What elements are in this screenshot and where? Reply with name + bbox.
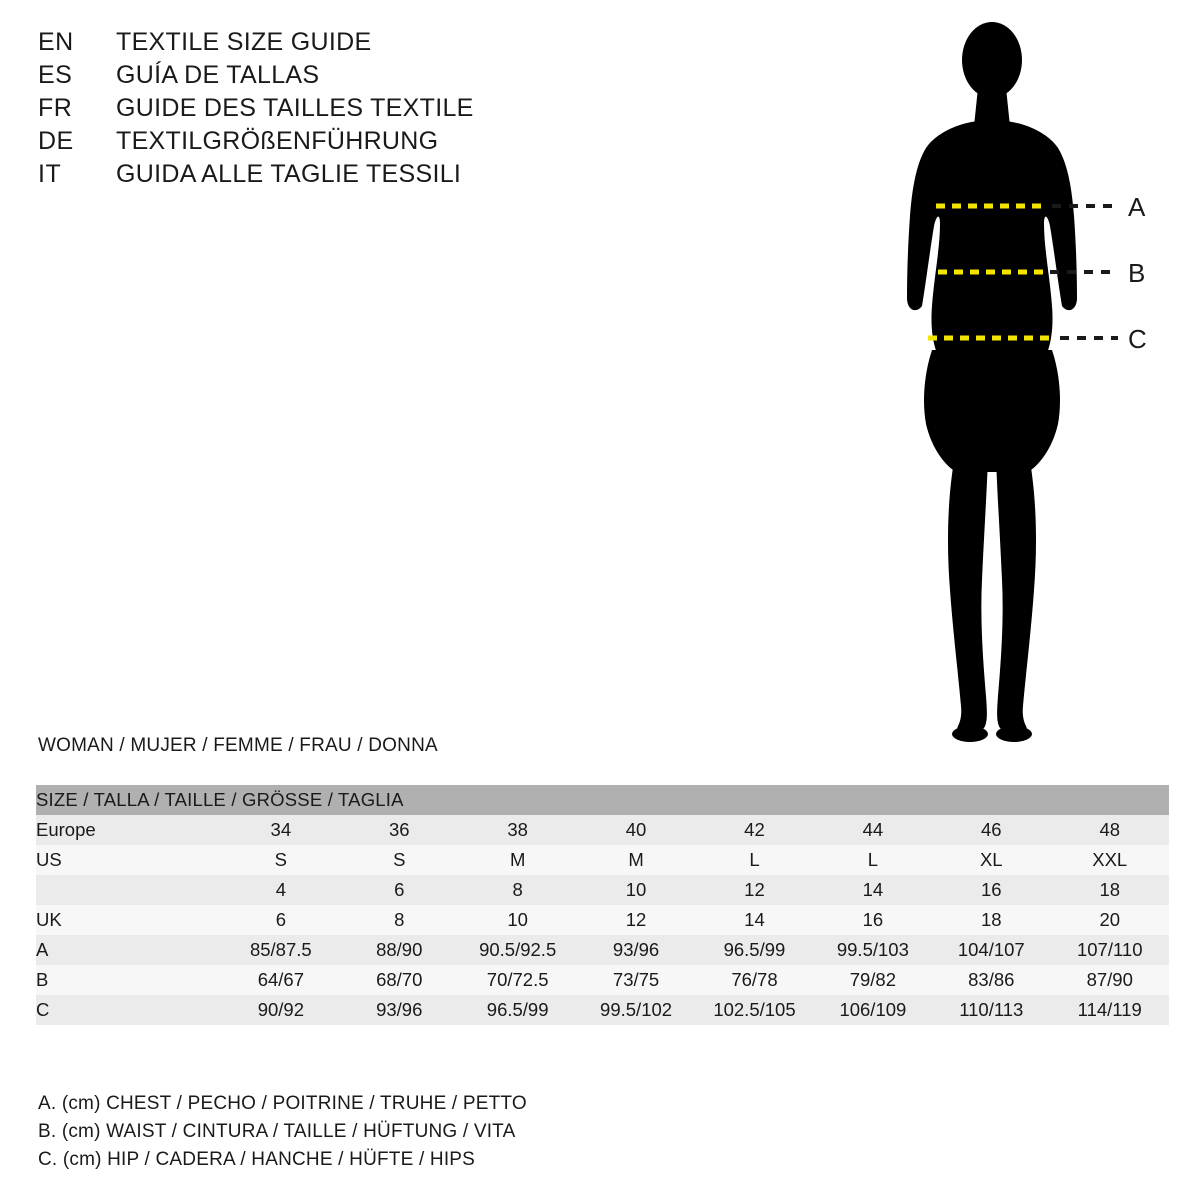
cell: 76/78 <box>695 965 813 995</box>
cell: 10 <box>458 905 576 935</box>
title-text-fr: GUIDE DES TAILLES TEXTILE <box>116 94 474 122</box>
cell: 8 <box>340 905 458 935</box>
cell: S <box>222 845 340 875</box>
cell: 106/109 <box>814 995 932 1025</box>
cell: 36 <box>340 815 458 845</box>
cell: 90.5/92.5 <box>458 935 576 965</box>
title-text-it: GUIDA ALLE TAGLIE TESSILI <box>116 160 462 188</box>
table-row <box>36 935 1169 965</box>
title-text-es: GUÍA DE TALLAS <box>116 61 320 89</box>
cell: 73/75 <box>577 965 695 995</box>
title-row-fr <box>38 94 598 127</box>
cell: 93/96 <box>340 995 458 1025</box>
legend-line-c: C. (cm) HIP / CADERA / HANCHE / HÜFTE / HIPS <box>38 1149 476 1170</box>
row-label-c: C <box>36 995 222 1025</box>
title-row-it <box>38 160 598 193</box>
cell: 4 <box>222 875 340 905</box>
table-row <box>36 845 1169 875</box>
cell: XL <box>932 845 1050 875</box>
size-table <box>36 785 1169 1025</box>
table-row <box>36 875 1169 905</box>
size-table-wrap <box>36 785 1169 1025</box>
row-label-b: B <box>36 965 222 995</box>
table-header-row <box>36 785 1169 815</box>
cell: 93/96 <box>577 935 695 965</box>
cell: 88/90 <box>340 935 458 965</box>
cell: 40 <box>577 815 695 845</box>
cell: XXL <box>1050 845 1169 875</box>
cell: 48 <box>1050 815 1169 845</box>
cell: 34 <box>222 815 340 845</box>
cell: 14 <box>695 905 813 935</box>
measure-label-b: B <box>1128 258 1146 288</box>
measure-label-group <box>860 20 1180 750</box>
table-row <box>36 995 1169 1025</box>
title-text-en: TEXTILE SIZE GUIDE <box>116 28 372 56</box>
cell: 14 <box>814 875 932 905</box>
cell: 90/92 <box>222 995 340 1025</box>
cell: 83/86 <box>932 965 1050 995</box>
cell: 99.5/103 <box>814 935 932 965</box>
cell: L <box>814 845 932 875</box>
cell: 6 <box>340 875 458 905</box>
cell: 46 <box>932 815 1050 845</box>
language-code-en: EN <box>38 28 74 56</box>
cell: 102.5/105 <box>695 995 813 1025</box>
cell: S <box>340 845 458 875</box>
cell: 6 <box>222 905 340 935</box>
legend-line-b: B. (cm) WAIST / CINTURA / TAILLE / HÜFTUNG / VITA <box>38 1121 516 1142</box>
cell: 42 <box>695 815 813 845</box>
row-label-europe: Europe <box>36 815 222 845</box>
cell: 12 <box>577 905 695 935</box>
cell: 38 <box>458 815 576 845</box>
table-row <box>36 905 1169 935</box>
cell: 64/67 <box>222 965 340 995</box>
cell: 107/110 <box>1050 935 1169 965</box>
row-label-us-numeric <box>36 875 222 905</box>
cell: 16 <box>932 875 1050 905</box>
measure-label-c: C <box>1128 324 1147 354</box>
language-code-es: ES <box>38 61 73 89</box>
cell: M <box>577 845 695 875</box>
cell: 104/107 <box>932 935 1050 965</box>
cell: 85/87.5 <box>222 935 340 965</box>
cell: 70/72.5 <box>458 965 576 995</box>
cell: 68/70 <box>340 965 458 995</box>
table-row <box>36 965 1169 995</box>
cell: 114/119 <box>1050 995 1169 1025</box>
cell: 99.5/102 <box>577 995 695 1025</box>
cell: 18 <box>1050 875 1169 905</box>
title-row-en <box>38 28 598 61</box>
cell: 110/113 <box>932 995 1050 1025</box>
cell: 10 <box>577 875 695 905</box>
language-code-it: IT <box>38 160 62 188</box>
title-row-es <box>38 61 598 94</box>
title-row-de <box>38 127 598 160</box>
row-label-a: A <box>36 935 222 965</box>
table-row <box>36 815 1169 845</box>
legend-line-a: A. (cm) CHEST / PECHO / POITRINE / TRUHE / PETTO <box>38 1093 527 1114</box>
cell: 96.5/99 <box>458 995 576 1025</box>
cell: 96.5/99 <box>695 935 813 965</box>
cell: 12 <box>695 875 813 905</box>
cell: L <box>695 845 813 875</box>
cell: 16 <box>814 905 932 935</box>
body-figure <box>860 20 1180 750</box>
cell: 8 <box>458 875 576 905</box>
table-header-cell: SIZE / TALLA / TAILLE / GRÖSSE / TAGLIA <box>36 785 1169 815</box>
cell: 20 <box>1050 905 1169 935</box>
row-label-us: US <box>36 845 222 875</box>
title-block <box>38 28 598 193</box>
language-code-de: DE <box>38 127 74 155</box>
cell: 79/82 <box>814 965 932 995</box>
cell: 18 <box>932 905 1050 935</box>
measurement-legend <box>38 1090 738 1174</box>
cell: M <box>458 845 576 875</box>
section-caption: WOMAN / MUJER / FEMME / FRAU / DONNA <box>38 735 438 756</box>
language-code-fr: FR <box>38 94 73 122</box>
measure-label-a: A <box>1128 192 1146 222</box>
title-text-de: TEXTILGRÖßENFÜHRUNG <box>116 127 439 155</box>
cell: 87/90 <box>1050 965 1169 995</box>
cell: 44 <box>814 815 932 845</box>
row-label-uk: UK <box>36 905 222 935</box>
